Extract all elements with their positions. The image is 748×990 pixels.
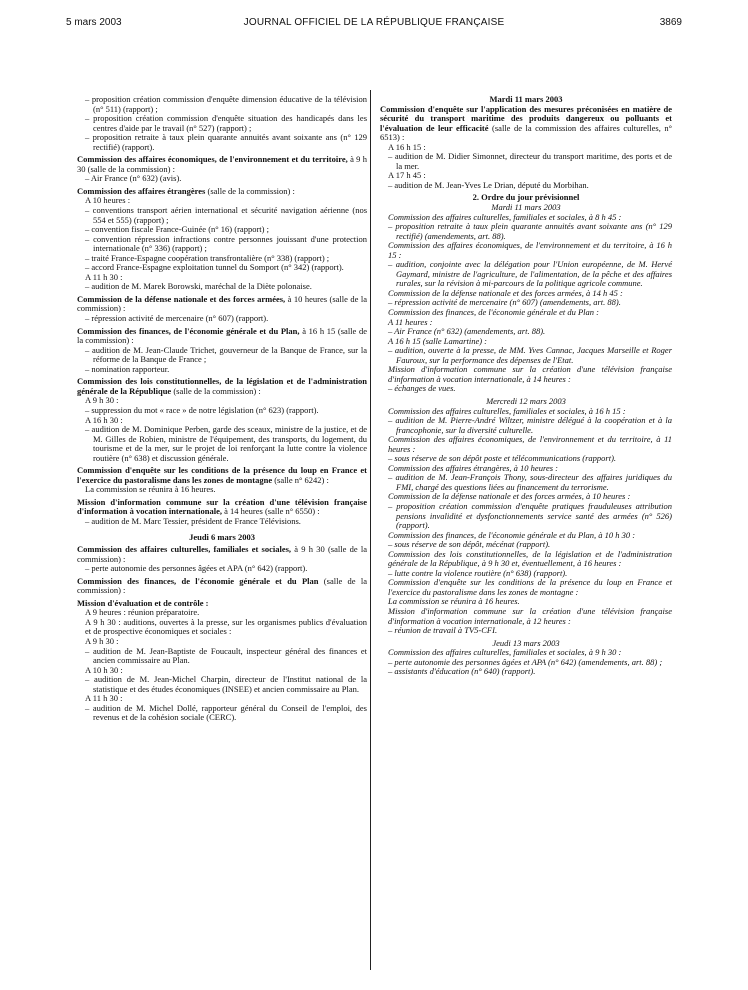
committee-line: Commission des affaires économiques, de l'environnement et du territoire, à 11 heures : [388, 434, 672, 454]
section-heading: 2. Ordre du jour prévisionnel [472, 192, 580, 203]
agenda-item: – audition de M. Jean-Baptiste de Foucault, inspecteur général des finances et ancien commissaire au Plan. [85, 645, 367, 666]
committee-line: Mission d'information commune sur la création d'une télévision française d'information à vocation internationale, à 14 heures : [388, 364, 672, 384]
agenda-item: – conventions transport aérien international et sécurité navigation aérienne (nos 554 et 555) (rapport) ; [85, 205, 367, 225]
agenda-item: – audition de M. Dominique Perben, garde des sceaux, ministre de la justice, et de M. Gilles de Robien, ministre de l'équipement, des transports, du logement, du tourisme et de la mer, sur le projet de loi renforçant la lutte contre la violence routière (n° 638) et discussion générale. [85, 424, 367, 463]
agenda-item: – audition de M. Jean-François Thony, sous-directeur des affaires juridiques du FMI, chargé des questions liées au financement du terrorisme. [388, 472, 672, 492]
committee-line: Commission des affaires étrangères, à 10 heures : [388, 462, 558, 473]
committee-name: Commission des affaires étrangères [77, 185, 206, 196]
committee-name: Commission d'enquête sur les conditions de la présence du loup en France et l'exercice du pastoralisme dans les zones de montagne [77, 465, 367, 485]
session-details: à 16 h 15 (salle de la commission) : [77, 325, 368, 346]
committee-name: Commission d'enquête sur l'application des mesures préconisées en matière de sécurité du transport maritime des produits dangereux ou polluants et l'évaluation de leur efficacité [380, 103, 672, 133]
committee-line: Commission de la défense nationale et des forces armées, à 14 h 45 : [388, 287, 623, 298]
agenda-item: – convention fiscale France-Guinée (n° 16) (rapport) ; [85, 224, 269, 235]
committee-name: Commission des finances, de l'économie générale et du Plan, [77, 325, 300, 336]
committee-heading [77, 295, 367, 314]
agenda-item: – audition, conjointe avec la délégation pour l'Union européenne, de M. Hervé Gaymard, ministre de l'agriculture, de l'alimentation, de la pêche et des affaires rurales, sur la révision à mi-parcours de la politique agricole commune. [388, 259, 672, 289]
left-column [77, 95, 367, 723]
committee-line: Commission des finances, de l'économie générale et du Plan : [388, 307, 599, 318]
committee-name: Commission de la défense nationale et des forces armées, [77, 293, 286, 304]
time-slot: A 17 h 45 : [388, 170, 426, 181]
session-details: à 9 h 30 (salle de la commission) : [77, 544, 367, 564]
committee-heading [77, 545, 367, 564]
committee-line: Commission d'enquête sur les conditions de la présence du loup en France et l'exercice du pastoralisme dans les zones de montagne : [388, 577, 672, 597]
agenda-item: – assistants d'éducation (n° 640) (rapport). [388, 666, 536, 677]
session-details: à 14 heures (salle n° 6550) : [221, 506, 320, 517]
agenda-item: – audition de M. Didier Simonnet, directeur du transport maritime, des ports et de la mer. [388, 151, 672, 171]
header-page-number: 3869 [659, 17, 682, 28]
committee-line: Commission des affaires culturelles, familiales et sociales, à 16 h 15 : [388, 405, 626, 416]
agenda-item: – perte autonomie des personnes âgées et APA (n° 642) (rapport). [85, 563, 308, 574]
time-slot: A 11 h 30 : [85, 271, 123, 282]
committee-line: A 16 h 15 (salle Lamartine) : [388, 335, 488, 346]
agenda-item: – répression activité de mercenaire (n° 607) (rapport). [85, 313, 269, 324]
section-heading: Jeudi 6 mars 2003 [189, 531, 255, 542]
time-slot: A 9 heures : réunion préparatoire. [85, 607, 200, 618]
date-heading: Jeudi 13 mars 2003 [492, 637, 560, 648]
committee-name: Commission des finances, de l'économie générale et du Plan [77, 575, 319, 586]
agenda-item: – nomination rapporteur. [85, 363, 170, 374]
committee-line: Mission d'information commune sur la création d'une télévision française d'information à vocation internationale, à 12 heures : [388, 605, 672, 626]
column-divider [370, 90, 371, 970]
agenda-item: – convention répression infractions contre personnes jouissant d'une protection internationale (n° 336) (rapport) ; [85, 233, 367, 254]
committee-line: Commission des finances, de l'économie générale et du Plan, à 10 h 30 : [388, 529, 636, 540]
agenda-item: – proposition retraite à taux plein quarante annuités avant soixante ans (n° 129 rectifié) (amendements, art. 88). [388, 221, 672, 241]
agenda-item: – sous réserve de son dépôt poste et télécommunications (rapport). [388, 453, 617, 464]
header-date: 5 mars 2003 [66, 17, 122, 28]
agenda-item: – échanges de vues. [388, 383, 456, 394]
time-slot: A 16 h 30 : [85, 414, 123, 425]
committee-line: Commission de la défense nationale et des forces armées, à 10 heures : [388, 491, 631, 502]
committee-heading [77, 377, 367, 396]
time-slot: A 9 h 30 : [85, 395, 119, 406]
agenda-item: – répression activité de mercenaire (n° 607) (amendements, art. 88). [388, 297, 621, 308]
committee-heading [77, 155, 367, 174]
committee-line: La commission se réunira à 16 heures. [388, 596, 520, 607]
agenda-item: – audition de M. Michel Dollé, rapporteur général du Conseil de l'emploi, des revenus et de la cohésion sociale (CERC). [85, 702, 367, 723]
committee-heading [77, 327, 367, 346]
agenda-item: – audition de M. Jean-Claude Trichet, gouverneur de la Banque de France, sur la réforme de la Banque de France ; [85, 344, 367, 365]
page-header [66, 17, 682, 31]
session-details: à 10 heures (salle de la commission) : [77, 293, 367, 314]
committee-name: Mission d'évaluation et de contrôle : [77, 597, 209, 608]
session-details: (salle de la commission) : [77, 575, 367, 596]
agenda-item: – accord France-Espagne exploitation tunnel du Somport (n° 342) (rapport). [85, 262, 344, 273]
committee-heading [77, 498, 367, 517]
agenda-item: – audition de M. Pierre-André Wiltzer, ministre délégué à la coopération et à la francophonie, sur la diversité culturelle. [388, 415, 672, 435]
committee-heading [77, 577, 367, 596]
committee-line: A 11 heures : [388, 316, 433, 327]
agenda-item: – audition de M. Marek Borowski, maréchal de la Diète polonaise. [85, 281, 312, 292]
agenda-item: – perte autonomie des personnes âgées et APA (n° 642) (amendements, art. 88) ; [388, 656, 663, 667]
agenda-item: – proposition retraite à taux plein quarante annuités avant soixante ans (n° 129 rectifié) (rapport). [85, 132, 367, 152]
agenda-item: – proposition création commission d'enquête pratiques frauduleuses attribution pensions invalidité et dysfonctionnements service santé des armées (n° 526) (rapport). [388, 500, 672, 531]
agenda-item: – lutte contre la violence routière (n° 638) (rapport). [388, 567, 568, 578]
committee-line: Commission des affaires économiques, de l'environnement et du territoire, à 16 h 15 : [388, 240, 672, 260]
agenda-item: – Air France (n° 632) (avis). [85, 173, 182, 184]
committee-name: Commission des lois constitutionnelles, de la législation et de l'administration générale de la République [77, 376, 367, 396]
committee-line: Commission des affaires culturelles, familiales et sociales, à 9 h 30 : [388, 647, 622, 658]
time-slot: A 10 heures : [85, 195, 131, 206]
committee-name: Commission des affaires économiques, de l'environnement et du territoire, [77, 154, 348, 165]
committee-line: Commission des affaires culturelles, familiales et sociales, à 8 h 45 : [388, 211, 622, 222]
agenda-item: – suppression du mot « race » de notre législation (n° 623) (rapport). [85, 404, 319, 415]
agenda-item: – audition de M. Marc Tessier, président de France Télévisions. [85, 515, 301, 526]
agenda-item: – proposition création commission d'enquête dimension éducative de la télévision (n° 511) (rapport) ; [85, 94, 367, 114]
section-heading: Mardi 11 mars 2003 [489, 94, 563, 104]
session-details: à 9 h 30 (salle de la commission) : [77, 154, 367, 174]
agenda-item: – traité France-Espagne coopération transfrontalière (n° 338) (rapport) ; [85, 252, 330, 263]
time-slot: A 9 h 30 : auditions, ouvertes à la presse, sur les organismes publics d'évaluation et de prospective économiques et sociales : [85, 616, 367, 637]
time-slot: A 9 h 30 : [85, 635, 119, 646]
time-slot: La commission se réunira à 16 heures. [85, 484, 216, 495]
agenda-item: – audition de M. Jean-Michel Charpin, directeur de l'Institut national de la statistique et des études économiques (INSEE) et ancien commissaire au Plan. [85, 674, 367, 694]
time-slot: A 16 h 15 : [388, 141, 426, 152]
session-details: (salle de la commission) : [171, 385, 261, 396]
session-details: (salle de la commission des affaires culturelles, n° 6513) : [380, 122, 673, 143]
time-slot: A 11 h 30 : [85, 693, 123, 704]
date-heading: Mercredi 12 mars 2003 [486, 395, 566, 406]
right-column [380, 95, 672, 677]
session-details: (salle n° 6242) : [272, 474, 329, 485]
committee-line: Commission des lois constitutionnelles, de la législation et de l'administration générale de la République, à 9 h 30 et, éventuellement, à 16 heures : [388, 548, 672, 569]
agenda-item: – audition de M. Jean-Yves Le Drian, député du Morbihan. [388, 179, 589, 190]
committee-name: Mission d'information commune sur la création d'une télévision française d'information à vocation internationale, [77, 496, 367, 517]
agenda-item: – proposition création commission d'enquête situation des handicapés dans les centres d'aide par le travail (n° 527) (rapport) ; [85, 113, 367, 133]
header-title: JOURNAL OFFICIEL DE LA RÉPUBLIQUE FRANÇAISE [243, 17, 505, 28]
committee-heading [77, 466, 367, 485]
agenda-item: – sous réserve de son dépôt, mécénat (rapport). [388, 539, 551, 550]
agenda-item: – réunion de travail à TV5-CFI. [388, 625, 498, 636]
agenda-item: – audition, ouverte à la presse, de MM. Yves Cannac, Jacques Marseille et Roger Fauroux, sur la performance des dépenses de l'Etat. [388, 345, 672, 365]
date-heading: Mardi 11 mars 2003 [491, 202, 561, 213]
session-details: (salle de la commission) : [205, 185, 295, 196]
committee-heading [380, 105, 672, 143]
committee-name: Commission des affaires culturelles, familiales et sociales, [77, 544, 292, 555]
time-slot: A 10 h 30 : [85, 664, 123, 675]
agenda-item: – Air France (n° 632) (amendements, art. 88). [388, 326, 546, 337]
